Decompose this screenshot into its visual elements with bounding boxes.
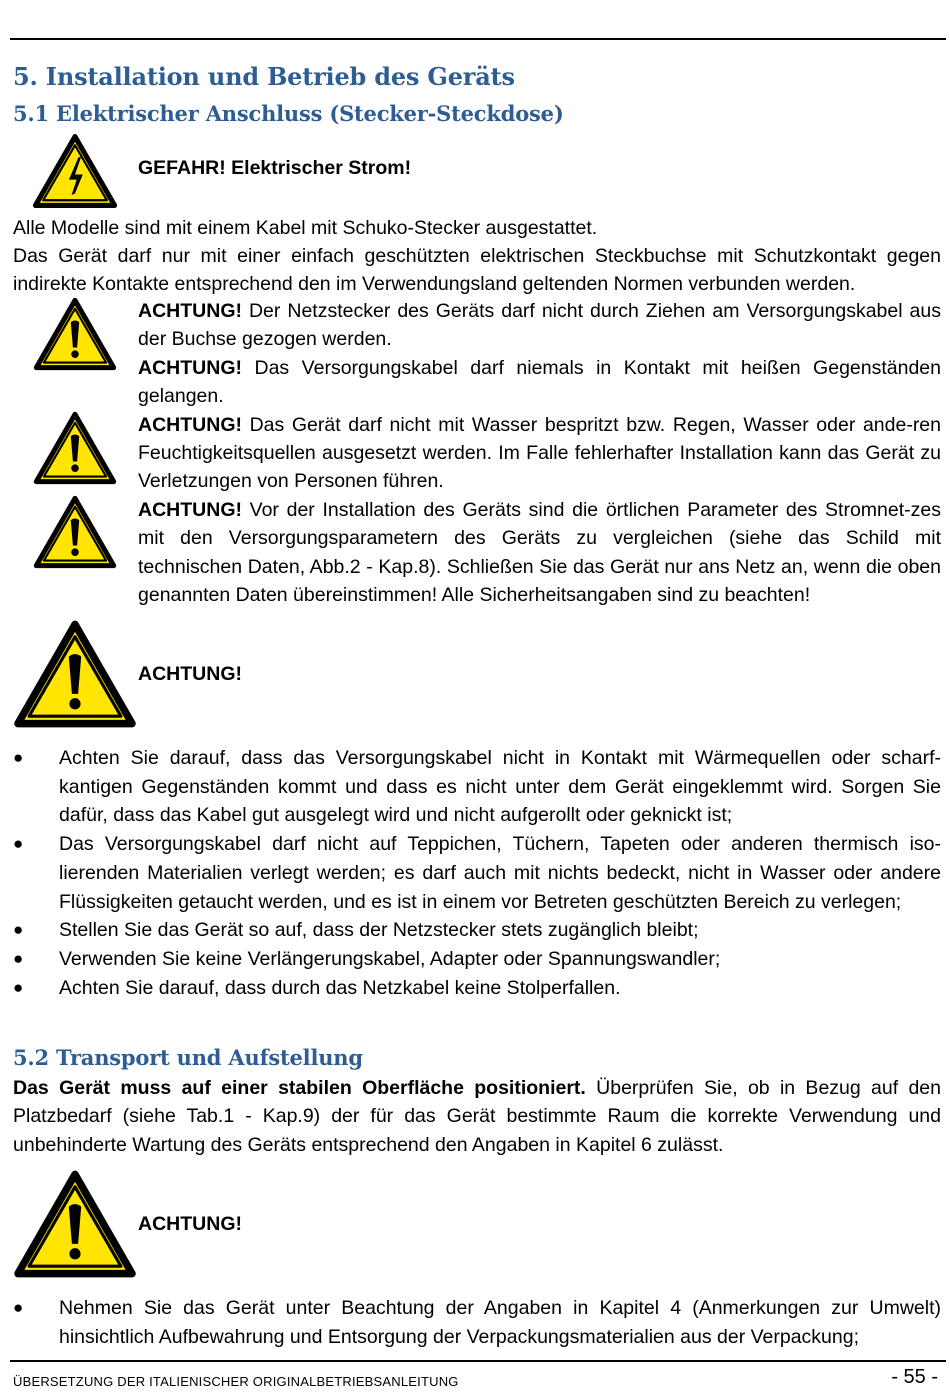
bullet-list-5-1	[13, 744, 941, 1002]
warning-text: Das Gerät darf nicht mit Wasser bespritzt bzw. Regen, Wasser oder ande-ren Feuchtigkeitsquellen ausgesetzt werden. Im Falle fehlerhafter Installation kann das Gerät zu Verletzungen von Personen führen.	[138, 413, 941, 493]
warning-label-5-2: ACHTUNG!	[138, 1213, 242, 1235]
warning-label: ACHTUNG!	[138, 498, 242, 521]
list-item	[13, 1294, 941, 1351]
exclamation-warning-icon	[32, 297, 118, 371]
top-rule	[10, 38, 946, 40]
bullet-icon: ●	[13, 948, 24, 968]
warning-item	[138, 297, 941, 354]
list-item	[13, 945, 941, 974]
warning-item	[138, 411, 941, 496]
intro-line-3: indirekte Kontakte entsprechend den im Verwendungsland geltenden Normen verbunden werden.	[13, 273, 856, 295]
list-item-text: Das Versorgungskabel darf nicht auf Teppichen, Tüchern, Tapeten oder anderen thermisch iso-lierenden Materialien verlegt werden; es darf auch mit nichts bedeckt, nicht in Wasser oder andere Flüssigkeiten getaucht werden, und es ist in einem vor Betreten geschützten Bereich zu verlegen;	[59, 833, 941, 913]
warning-block	[138, 297, 941, 609]
positioning-text: Überprüfen Sie, ob in Bezug auf den Platzbedarf (siehe Tab.1 - Kap.9) der für das Gerät bestimmte Raum die korrekte Verwendung und unbehinderte Wartung des Geräts entsprechend den Angaben in Kapitel 6 zulässt.	[13, 1077, 941, 1156]
list-item	[13, 744, 941, 830]
warning-label: ACHTUNG!	[138, 300, 242, 322]
warning-text: Der Netzstecker des Geräts darf nicht durch Ziehen am Versorgungskabel aus der Buchse gezogen werden.	[138, 300, 941, 351]
bullet-icon: ●	[13, 834, 24, 854]
bullet-icon: ●	[13, 1298, 24, 1317]
warning-item	[138, 354, 941, 411]
exclamation-warning-icon	[32, 495, 118, 569]
exclamation-warning-icon	[13, 619, 137, 729]
intro-line-1: Alle Modelle sind mit einem Kabel mit Schuko-Stecker ausgestattet.	[13, 217, 598, 239]
list-item-text: Verwenden Sie keine Verlängerungskabel, Adapter oder Spannungswandler;	[59, 947, 721, 970]
list-item	[13, 974, 941, 1003]
bullet-icon: ●	[13, 748, 24, 767]
subsection-title-5-1: 5.1 Elektrischer Anschluss (Stecker-Steckdose)	[13, 101, 564, 126]
intro-line-2: Das Gerät darf nur mit einer einfach geschützten elektrischen Steckbuchse mit Schutzkontakt gegen	[13, 245, 941, 267]
warning-label: ACHTUNG!	[138, 413, 242, 436]
list-item-text: Achten Sie darauf, dass das Versorgungskabel nicht in Kontakt mit Wärmequellen oder scharf-kantigen Gegenständen kommt und dass es nicht unter dem Gerät eingeklemmt wird. Sorgen Sie dafür, dass das Kabel gut ausgelegt wird und nicht aufgerollt oder geknickt ist;	[59, 747, 941, 827]
high-voltage-warning-icon	[32, 133, 118, 209]
list-item-text: Stellen Sie das Gerät so auf, dass der Netzstecker stets zugänglich bleibt;	[59, 919, 699, 942]
section-title: 5. Installation und Betrieb des Geräts	[13, 62, 515, 91]
list-item-text: Achten Sie darauf, dass durch das Netzkabel keine Stolperfallen.	[59, 976, 621, 999]
footer-rule	[10, 1360, 946, 1362]
positioning-lead: Das Gerät muss auf einer stabilen Oberfläche positioniert.	[13, 1077, 586, 1099]
footer-title: ÜBERSETZUNG DER ITALIENISCHER ORIGINALBETRIEBSANLEITUNG	[13, 1374, 459, 1389]
list-item	[13, 916, 941, 945]
warning-text: Vor der Installation des Geräts sind die örtlichen Parameter des Stromnet-zes mit den Versorgungsparametern des Geräts zu vergleichen (siehe das Schild mit technischen Daten, Abb.2 - Kap.8). Schließen Sie das Gerät nur ans Netz an, wenn die oben genannten Daten übereinstimmen! Alle Sicherheitsangaben sind zu beachten!	[138, 498, 941, 607]
list-item-text: Nehmen Sie das Gerät unter Beachtung der Angaben in Kapitel 4 (Anmerkungen zur Umwelt) hinsichtlich Aufbewahrung und Entsorgung der Verpackungsmaterialien aus der Verpackung;	[59, 1297, 941, 1348]
exclamation-warning-icon	[32, 411, 118, 485]
list-item	[13, 830, 941, 916]
page-number: - 55 -	[891, 1366, 938, 1388]
danger-label: GEFAHR! Elektrischer Strom!	[138, 157, 412, 179]
big-warning-label: ACHTUNG!	[138, 663, 242, 685]
warning-text: Das Versorgungskabel darf niemals in Kontakt mit heißen Gegenständen gelangen.	[138, 356, 941, 408]
warning-label: ACHTUNG!	[138, 356, 242, 379]
positioning-paragraph	[13, 1074, 941, 1159]
bullet-icon: ●	[13, 920, 24, 940]
subsection-title-5-2: 5.2 Transport und Aufstellung	[13, 1045, 363, 1070]
exclamation-warning-icon	[13, 1169, 137, 1279]
warning-item	[138, 496, 941, 610]
bullet-list-5-2	[13, 1294, 941, 1351]
bullet-icon: ●	[13, 977, 24, 997]
